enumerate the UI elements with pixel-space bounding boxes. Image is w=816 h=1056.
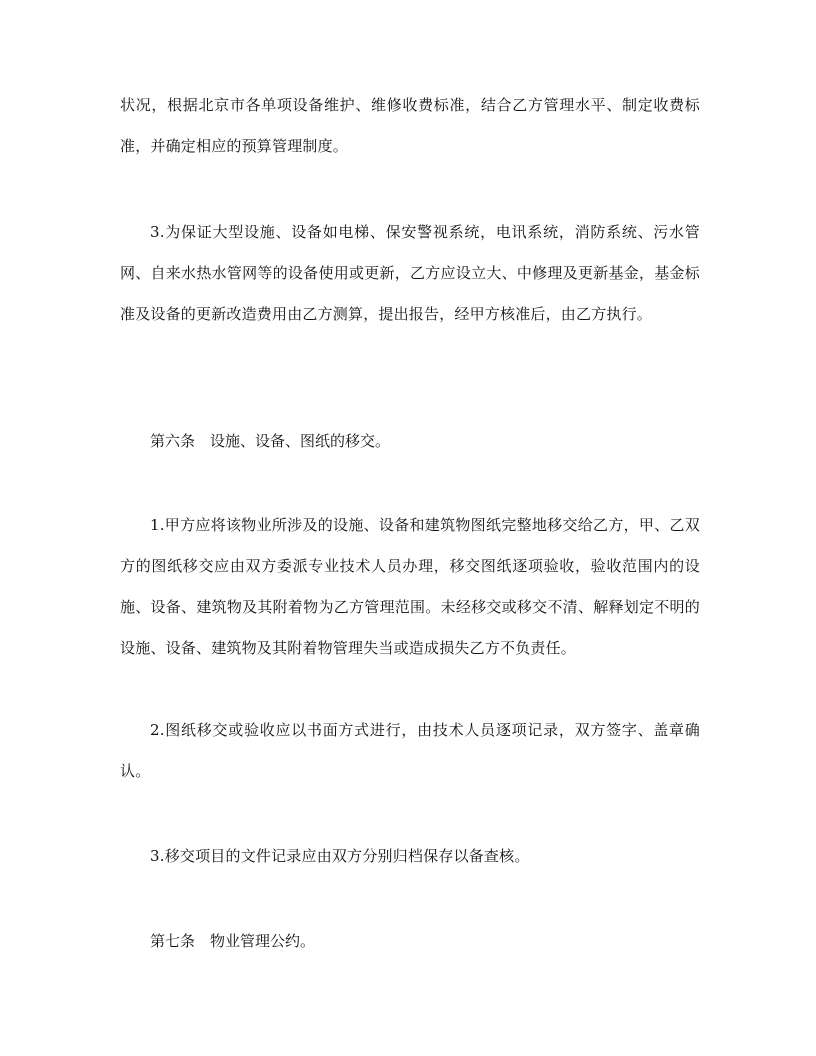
paragraph-repair-fund: 3.为保证大型设施、设备如电梯、保安警视系统，电讯系统，消防系统、污水管网、自来水热水管网等的设备使用或更新，乙方应设立大、中修理及更新基金，基金标准及设备的更新改造费用由乙方测算，提出报告，经甲方核准后，由乙方执行。 (120, 223, 700, 323)
paragraph-handover-drawings: 1.甲方应将该物业所涉及的设施、设备和建筑物图纸完整地移交给乙方，甲、乙双方的图纸移交应由双方委派专业技术人员办理，移交图纸逐项验收，验收范围内的设施、设备、建筑物及其附着物为乙方管理范围。未经移交或移交不清、解释划定不明的设施、设备、建筑物及其附着物管理失当或造成损失乙方不负责任。 (120, 516, 700, 657)
paragraph-written-acceptance: 2.图纸移交或验收应以书面方式进行，由技术人员逐项记录，双方签字、盖章确认。 (120, 721, 700, 780)
paragraph-fee-standards: 状况，根据北京市各单项设备维护、维修收费标准，结合乙方管理水平、制定收费标准，并确定相应的预算管理制度。 (120, 96, 700, 155)
article-seven-heading: 第七条 物业管理公约。 (150, 932, 316, 950)
paragraph-archive-records: 3.移交项目的文件记录应由双方分别归档保存以备查核。 (150, 847, 530, 865)
article-six-heading: 第六条 设施、设备、图纸的移交。 (150, 432, 391, 450)
